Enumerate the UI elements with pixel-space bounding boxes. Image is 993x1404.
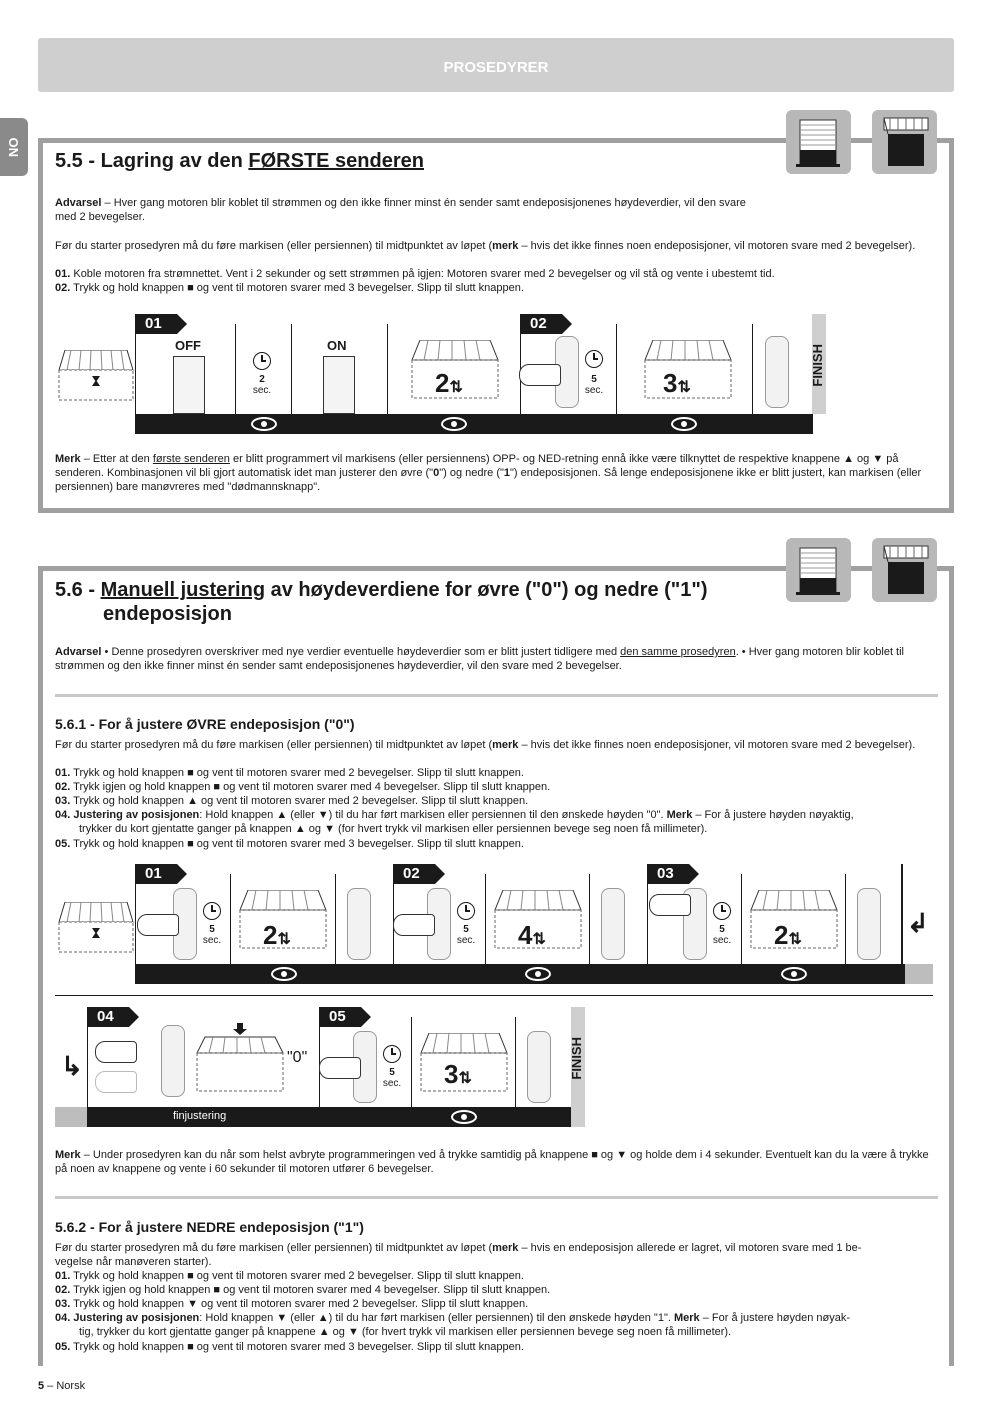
pointing-hand-icon bbox=[95, 1041, 137, 1063]
awning-start-illustration bbox=[57, 350, 135, 410]
clock-icon bbox=[383, 1045, 401, 1063]
eye-icon bbox=[441, 417, 467, 431]
step-badge-01: 01 bbox=[135, 314, 177, 334]
diagram-timeline-bar bbox=[135, 414, 813, 434]
moves-count: 3⇅ bbox=[444, 1059, 472, 1089]
section-5-5-intro: Før du starter prosedyren må du føre markisen (eller persiennen) til midtpunktet av løpet (merk – hvis det ikke finnes noen endeposisjoner, vil motoren svare med 2 bevegelser). bbox=[55, 240, 916, 252]
circuit-breaker-on-icon bbox=[323, 356, 355, 414]
section-5-6-title: 5.6 - Manuell justering av høydeverdiene for øvre ("0") og nedre ("1") endeposisjon bbox=[55, 579, 708, 625]
section-5-6-2-step-5: 05. Trykk og hold knappen ■ og vent til motoren svarer med 3 bevegelser. Slipp til slutt knappen. bbox=[55, 1341, 524, 1353]
eye-icon bbox=[251, 417, 277, 431]
section-5-6-2-title: 5.6.2 - For å justere NEDRE endeposisjon ("1") bbox=[55, 1219, 364, 1235]
section-5-6-2-intro: Før du starter prosedyren må du føre markisen (eller persiennen) til midtpunktet av løpet (merk – hvis en endeposisjon allerede er lagret, vil motoren svare med 1 be- vegelse når manøveren starter). bbox=[55, 1242, 862, 1268]
divider bbox=[55, 1196, 938, 1199]
finish-marker: FINISH bbox=[812, 314, 826, 414]
remote-control-icon bbox=[765, 336, 789, 408]
moves-count-3: 3⇅ bbox=[663, 368, 691, 398]
roller-shutter-icon bbox=[786, 538, 851, 602]
continue-arrow-icon: ↲ bbox=[907, 908, 929, 938]
section-5-6-2-step-1: 01. Trykk og hold knappen ■ og vent til motoren svarer med 2 bevegelser. Slipp til slutt knappen. bbox=[55, 1270, 524, 1282]
section-5-6-2-step-2: 02. Trykk igjen og hold knappen ■ og vent til motoren svarer med 4 bevegelser. Slipp til slutt knappen. bbox=[55, 1284, 551, 1296]
eye-icon bbox=[271, 967, 297, 981]
section-5-6-1-note: Merk – Under prosedyren kan du når som helst avbryte programmeringen ved å trykke samtidig på knappene ■ og ▼ og holde dem i 4 sekunder. Eventuelt kan du la være å trykke på noen av knappene og vente i 60 sekunder til motoren utfører 6 bevegelser. bbox=[55, 1149, 929, 1175]
awning-adjust-illustration bbox=[195, 1023, 285, 1083]
diagram-timeline-end bbox=[905, 964, 933, 984]
wait-5-seconds: 5 sec. bbox=[584, 374, 604, 396]
section-5-6-1-step-3: 03. Trykk og hold knappen ▲ og vent til motoren svarer med 2 bevegelser. Slipp til slutt knappen. bbox=[55, 795, 529, 807]
awning-start-illustration bbox=[57, 902, 135, 962]
diagram-timeline-start bbox=[55, 1107, 87, 1127]
section-5-6-1-diagram-row-1 bbox=[55, 862, 935, 987]
wait-5-seconds: 5 sec. bbox=[712, 924, 732, 946]
section-5-5-note: Merk – Etter at den første senderen er blitt programmert vil markisens (eller persiennens) OPP- og NED-retning ennå ikke være tilknyttet de respektive knappene ▲ og ▼ på senderen. Kombinasjonen vil bli gjort automatisk idet man justerer den øvre ("0") og nedre ("1") endeposisjonen. Så lenge endeposisjonene ikke er blitt justert, kan markisen (eller persiennen) bare manøvreres med "dødmannsknapp". bbox=[55, 453, 922, 493]
eye-icon bbox=[671, 417, 697, 431]
awning-icon bbox=[872, 538, 937, 602]
clock-icon bbox=[585, 350, 603, 368]
section-5-5-step-2: 02. Trykk og hold knappen ■ og vent til motoren svarer med 3 bevegelser. Slipp til slutt knappen. bbox=[55, 282, 524, 294]
remote-control-icon bbox=[161, 1025, 185, 1097]
pointing-hand-icon bbox=[519, 364, 561, 386]
eye-icon bbox=[525, 967, 551, 981]
pointing-hand-icon bbox=[393, 914, 435, 936]
wait-5-seconds: 5 sec. bbox=[456, 924, 476, 946]
step-badge-04: 04 bbox=[87, 1007, 129, 1027]
section-5-6-1-step-5: 05. Trykk og hold knappen ■ og vent til motoren svarer med 3 bevegelser. Slipp til slutt knappen. bbox=[55, 838, 524, 850]
eye-icon bbox=[781, 967, 807, 981]
page-footer: 5 – Norsk bbox=[38, 1380, 86, 1392]
moves-count: 4⇅ bbox=[518, 920, 546, 950]
remote-control-icon bbox=[601, 888, 625, 960]
language-code: NO bbox=[6, 137, 21, 157]
off-label: OFF bbox=[175, 338, 201, 353]
step-badge-02: 02 bbox=[520, 314, 562, 334]
eye-icon bbox=[451, 1110, 477, 1124]
finish-marker: FINISH bbox=[571, 1007, 585, 1127]
remote-control-icon bbox=[347, 888, 371, 960]
roller-shutter-icon bbox=[786, 110, 851, 174]
moves-count: 2⇅ bbox=[774, 920, 802, 950]
section-5-6-1-diagram-row-2 bbox=[55, 1005, 595, 1130]
pointing-hand-icon bbox=[319, 1057, 361, 1079]
clock-icon bbox=[713, 902, 731, 920]
section-5-6-1-step-2: 02. Trykk igjen og hold knappen ■ og vent til motoren svarer med 4 bevegelser. Slipp til slutt knappen. bbox=[55, 781, 551, 793]
pointing-hand-icon bbox=[137, 914, 179, 936]
step-badge-01: 01 bbox=[135, 864, 177, 884]
section-5-6-1-title: 5.6.1 - For å justere ØVRE endeposisjon ("0") bbox=[55, 716, 355, 732]
pointing-hand-icon bbox=[95, 1071, 137, 1093]
clock-icon bbox=[253, 352, 271, 370]
circuit-breaker-off-icon bbox=[173, 356, 205, 414]
divider bbox=[55, 694, 938, 697]
section-5-6-2-step-3: 03. Trykk og hold knappen ▼ og vent til motoren svarer med 2 bevegelser. Slipp til slutt knappen. bbox=[55, 1298, 529, 1310]
section-header-bar bbox=[38, 38, 954, 92]
remote-control-icon bbox=[857, 888, 881, 960]
section-5-5-title: 5.5 - Lagring av den FØRSTE senderen bbox=[55, 150, 424, 172]
wait-5-seconds: 5 sec. bbox=[382, 1067, 402, 1089]
language-tab bbox=[0, 118, 28, 176]
clock-icon bbox=[203, 902, 221, 920]
pointing-hand-icon bbox=[649, 894, 691, 916]
step-badge-05: 05 bbox=[319, 1007, 361, 1027]
awning-icon bbox=[872, 110, 937, 174]
fine-adjust-label: finjustering bbox=[173, 1110, 227, 1122]
header-title: PROSEDYRER bbox=[443, 59, 549, 76]
section-5-6-2-step-4: 04. Justering av posisjonen: Hold knappen ▼ (eller ▲) til du har ført markisen (eller persiennen) til den ønskede høyden "1". Merk – For å justere høyden nøyak- tig, trykker du kort gjentatte ganger på knappene ▲ og ▼ (for hvert trykk vil markisen eller persiennen bevege seg noen få millimeter). bbox=[55, 1312, 851, 1338]
section-5-5-warning: Advarsel – Hver gang motoren blir koblet til strømmen og den ikke finner minst én sender samt endeposisjonenes høydeverdier, vil den svare med 2 bevegelser. bbox=[55, 197, 746, 223]
section-5-6-1-intro: Før du starter prosedyren må du føre markisen (eller persiennen) til midtpunktet av løpet (merk – hvis det ikke finnes noen endeposisjoner, vil motoren svare med 2 bevegelser). bbox=[55, 739, 916, 751]
section-5-5-diagram bbox=[55, 312, 835, 437]
moves-count: 2⇅ bbox=[263, 920, 291, 950]
diagram-row-separator bbox=[55, 995, 933, 996]
wait-5-seconds: 5 sec. bbox=[202, 924, 222, 946]
moves-count-2: 2⇅ bbox=[435, 368, 463, 398]
section-5-6-1-step-1: 01. Trykk og hold knappen ■ og vent til motoren svarer med 2 bevegelser. Slipp til slutt knappen. bbox=[55, 767, 524, 779]
step-badge-03: 03 bbox=[647, 864, 689, 884]
zero-position-label: "0" bbox=[287, 1049, 308, 1066]
on-label: ON bbox=[327, 338, 347, 353]
section-5-6-1-step-4: 04. Justering av posisjonen: Hold knappen ▲ (eller ▼) til du har ført markisen eller persiennen til den ønskede høyden "0". Merk – For å justere høyden nøyaktig, trykker du kort gjentatte ganger på knappen ▲ og ▼ (for hvert trykk vil markisen eller persiennen bevege seg noen få millimeter). bbox=[55, 809, 854, 835]
wait-2-seconds: 2 sec. bbox=[252, 374, 272, 396]
section-5-6-warning: Advarsel • Denne prosedyren overskriver med nye verdier eventuelle høydeverdier som er blitt justert tidligere med den samme prosedyren. • Hver gang motoren blir koblet til strømmen og den ikke finner minst én sender samt endeposisjonenes høydeverdier, vil den svare med 2 bevegelser. bbox=[55, 646, 905, 672]
remote-control-icon bbox=[527, 1031, 551, 1103]
diagram-timeline-bar bbox=[87, 1107, 571, 1127]
clock-icon bbox=[457, 902, 475, 920]
return-arrow-icon: ↳ bbox=[61, 1051, 83, 1081]
step-badge-02: 02 bbox=[393, 864, 435, 884]
section-5-5-step-1: 01. Koble motoren fra strømnettet. Vent i 2 sekunder og sett strømmen på igjen: Motoren svarer med 2 bevegelser og vil stå og vente i ubestemt tid. bbox=[55, 268, 775, 280]
